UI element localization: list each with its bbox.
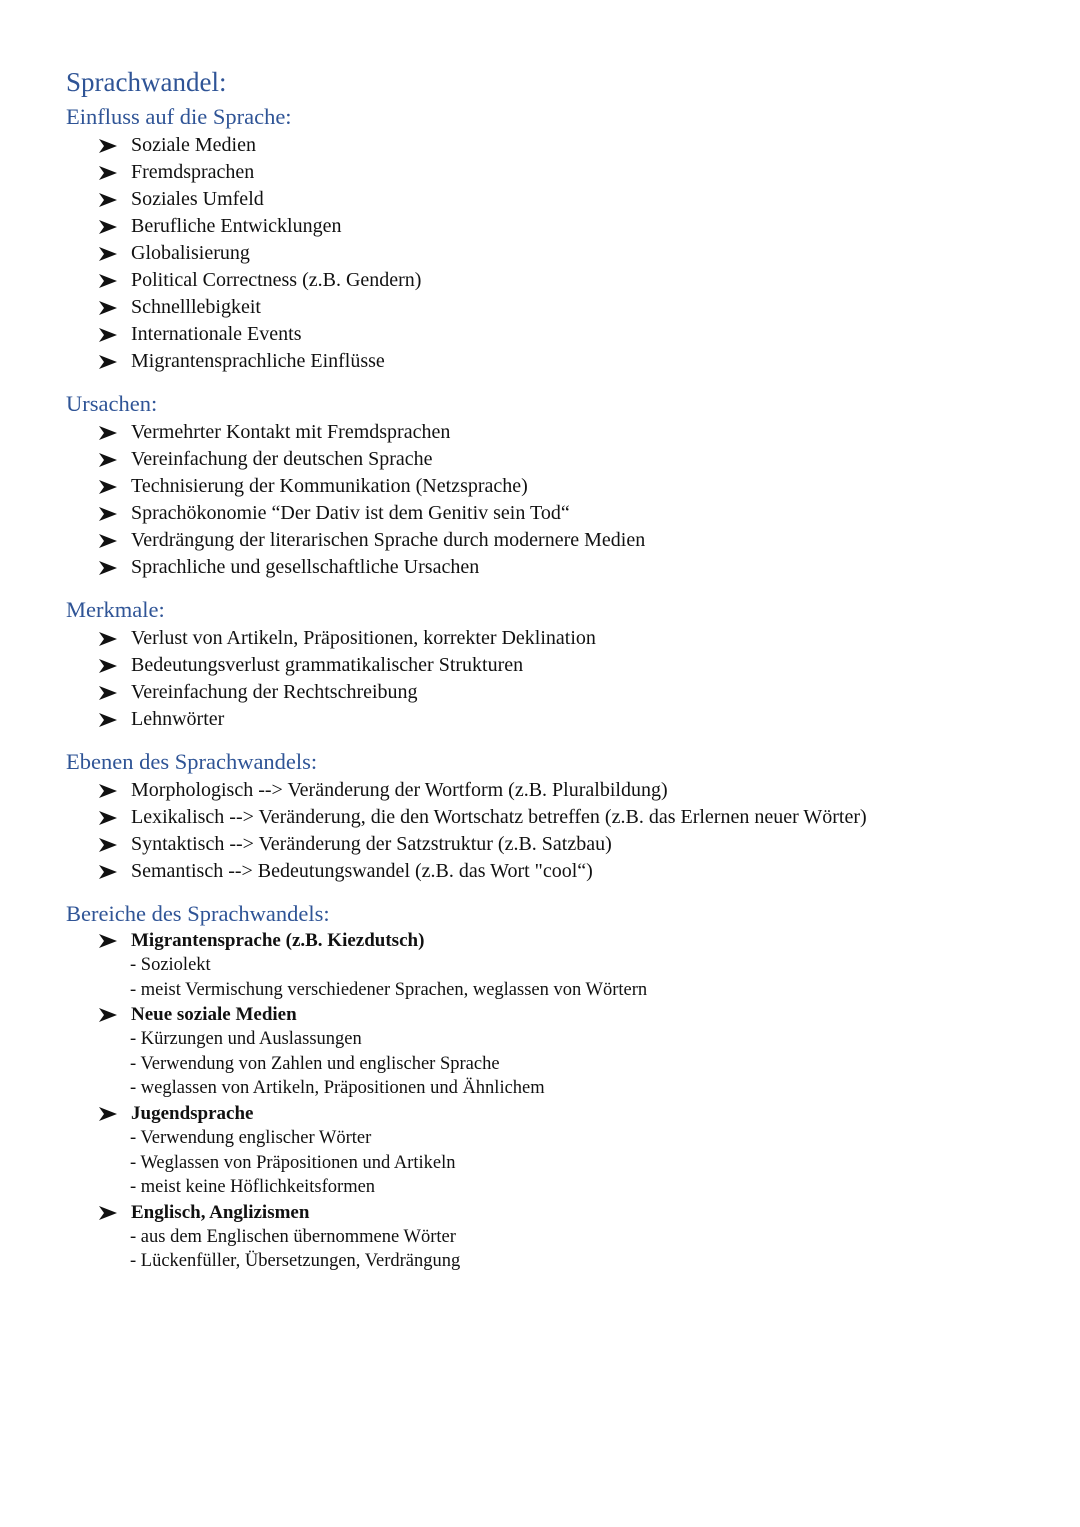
arrow-bullet-icon — [98, 446, 118, 473]
arrow-bullet-icon — [98, 625, 118, 652]
arrow-bullet-icon — [98, 419, 118, 446]
arrow-bullet-icon — [98, 858, 118, 885]
list-item-text: Verlust von Artikeln, Präpositionen, korrekter Deklination — [131, 627, 596, 649]
area-title: Jugendsprache — [131, 1102, 254, 1124]
list-item-text: Soziale Medien — [131, 134, 256, 156]
arrow-bullet-icon — [98, 267, 118, 294]
area-title: Neue soziale Medien — [131, 1004, 297, 1026]
arrow-bullet-icon — [98, 1002, 118, 1027]
list-item-text: Vermehrter Kontakt mit Fremdsprachen — [131, 421, 451, 443]
area-point: - Verwendung von Zahlen und englischer Sprache — [130, 1053, 500, 1074]
area-point: - aus dem Englischen übernommene Wörter — [130, 1226, 456, 1247]
list-item-text: Berufliche Entwicklungen — [131, 215, 342, 237]
heading-merkmale: Merkmale: — [66, 597, 165, 622]
arrow-bullet-icon — [98, 159, 118, 186]
area-point: - Verwendung englischer Wörter — [130, 1127, 372, 1148]
area-neue-soziale-medien — [98, 1002, 647, 1101]
arrow-bullet-icon — [98, 186, 118, 213]
arrow-bullet-icon — [98, 679, 118, 706]
list-item-text: Migrantensprachliche Einflüsse — [131, 350, 385, 372]
heading-einfluss: Einfluss auf die Sprache: — [66, 104, 292, 129]
list-item-text: Fremdsprachen — [131, 161, 255, 183]
heading-ursachen: Ursachen: — [66, 391, 158, 416]
arrow-bullet-icon — [98, 928, 118, 953]
area-point: - Soziolekt — [130, 955, 211, 975]
arrow-bullet-icon — [98, 213, 118, 240]
area-migrantensprache — [98, 928, 647, 1002]
area-point: - weglassen von Artikeln, Präpositionen und Ähnlichem — [130, 1078, 545, 1099]
arrow-bullet-icon — [98, 527, 118, 554]
arrow-bullet-icon — [98, 554, 118, 581]
arrow-bullet-icon — [98, 831, 118, 858]
area-point: - meist Vermischung verschiedener Sprachen, weglassen von Wörtern — [130, 979, 648, 1000]
area-title: Migrantensprache (z.B. Kiezdutsch) — [131, 930, 425, 951]
arrow-bullet-icon — [98, 777, 118, 804]
heading-ebenen: Ebenen des Sprachwandels: — [66, 749, 318, 774]
list-item-text: Political Correctness (z.B. Gendern) — [131, 269, 422, 291]
arrow-bullet-icon — [98, 652, 118, 679]
list-item-text: Sprachökonomie “Der Dativ ist dem Genitiv sein Tod“ — [131, 502, 570, 524]
area-englisch-anglizismen — [98, 1200, 647, 1274]
list-bereiche — [98, 928, 647, 1274]
list-item-text: Bedeutungsverlust grammatikalischer Strukturen — [131, 654, 524, 676]
list-item-text: Internationale Events — [131, 323, 302, 345]
area-jugendsprache — [98, 1101, 647, 1200]
area-point: - Kürzungen und Auslassungen — [130, 1029, 362, 1050]
area-point: - meist keine Höflichkeitsformen — [130, 1177, 376, 1198]
list-item-text: Sprachliche und gesellschaftliche Ursachen — [131, 556, 480, 578]
arrow-bullet-icon — [98, 473, 118, 500]
area-title: Englisch, Anglizismen — [131, 1201, 310, 1223]
list-item-text: Globalisierung — [131, 242, 250, 264]
area-point: - Weglassen von Präpositionen und Artikeln — [130, 1152, 456, 1173]
arrow-bullet-icon — [98, 1101, 118, 1126]
arrow-bullet-icon — [98, 804, 118, 831]
arrow-bullet-icon — [98, 240, 118, 267]
heading-bereiche: Bereiche des Sprachwandels: — [66, 901, 330, 926]
arrow-bullet-icon — [98, 348, 118, 375]
list-item-text: Syntaktisch --> Veränderung der Satzstruktur (z.B. Satzbau) — [131, 833, 612, 855]
arrow-bullet-icon — [98, 1200, 118, 1225]
list-item-text: Vereinfachung der Rechtschreibung — [131, 681, 418, 703]
area-point: - Lückenfüller, Übersetzungen, Verdrängung — [130, 1251, 461, 1272]
arrow-bullet-icon — [98, 321, 118, 348]
list-item-text: Lehnwörter — [131, 708, 225, 730]
list-item-text: Morphologisch --> Veränderung der Wortform (z.B. Pluralbildung) — [131, 779, 668, 801]
list-item-text: Verdrängung der literarischen Sprache durch modernere Medien — [131, 529, 646, 551]
arrow-bullet-icon — [98, 294, 118, 321]
arrow-bullet-icon — [98, 132, 118, 159]
list-item-text: Soziales Umfeld — [131, 188, 264, 210]
list-item-text: Lexikalisch --> Veränderung, die den Wortschatz betreffen (z.B. das Erlernen neuer Wörter) — [131, 806, 867, 828]
arrow-bullet-icon — [98, 500, 118, 527]
list-item-text: Semantisch --> Bedeutungswandel (z.B. das Wort "cool“) — [131, 860, 593, 882]
arrow-bullet-icon — [98, 706, 118, 733]
document-title: Sprachwandel: — [66, 67, 227, 97]
list-item-text: Schnelllebigkeit — [131, 296, 261, 318]
list-item-text: Technisierung der Kommunikation (Netzsprache) — [131, 475, 528, 497]
list-item-text: Vereinfachung der deutschen Sprache — [131, 448, 433, 470]
